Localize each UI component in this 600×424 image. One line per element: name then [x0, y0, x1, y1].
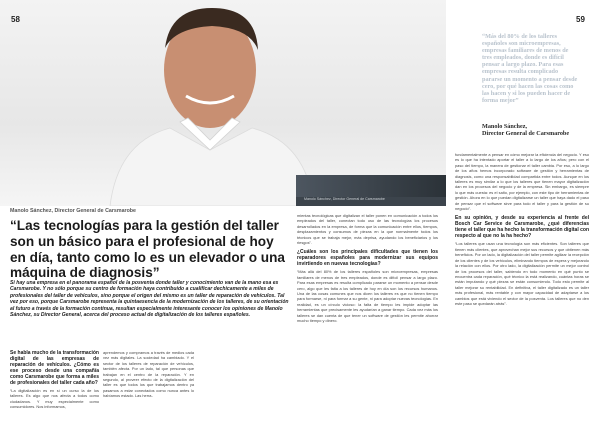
page-number-left: 58	[11, 15, 20, 24]
question-2: ¿Cuáles son los principales dificultades que tienen los reparadores españoles para modernizar sus equipos invirtiendo en nuevas tecnologías?	[297, 249, 438, 268]
inset-image	[296, 175, 446, 197]
headline: “Las tecnologías para la gestión del taller son un básico para el profesional de hoy en día, tanto como lo es un elevador o una máquina de diagnosis”	[10, 218, 285, 281]
signature-name: Manolo Sánchez,	[482, 123, 528, 130]
column-1-text: “La digitalización es en sí un curso la de los talleres. Es algo que nos afecta a todos como ciudadanos. Y muy especialmente como consumidores. Nos informamos,	[10, 388, 99, 410]
lead-paragraph: Si hay una empresa en el panorama español de la posventa donde taller y conocimiento van de la mano esa es Carsmarobe. Y no sólo porque su centro de formación haya contribuido a cualificar dechicamente a miles de profesionales del taller de vehículos, sino porque el origen del mismo es un taller de reparación de vehículos. Tal vez por eso, porque Carsmarobe representa la quintaesencia de la modernización de los talleres, de su orientación al futuro a través de la formación continua, resultan especialmente interesante conocer los opiniones de Manolo Sánchez, su Director General, acerca del proceso actual de digitalización de los talleres españoles.	[10, 280, 289, 319]
column-1	[10, 350, 99, 410]
column-3	[297, 213, 438, 324]
column-2	[103, 350, 194, 399]
right-column-answer: “Los talleres que usan una tecnología son más eficientes. Son talleres que tienen más clientes, que aprovechan mejor sus recursos y que obtienen más beneficios. Por un lado, la digitalización del taller permite agilizar la recepción de los clientes y de los vehículos, eliminando tiempos de espera y mejorando la relación con ellos. Por otro lado, la digitalización permite un mejor control de los procesos del taller, sabiendo en todo momento en qué punto se encuentra cada reparación, qué técnico la está realizando, cuántas horas se están imputando y qué piezas se están consumiendo. Todo esto permite al taller mejorar su rentabilidad. En definitiva, el taller digitalizado es un taller más profesional, más rentable y con mayor capacidad de adaptarse a los cambios que está viviendo el sector de la posventa. Los talleres que no den este paso se quedarán atrás”.	[455, 241, 589, 306]
pull-quote: “Más del 80% de los talleres españoles son microempresas, empresas familiares de menos de tres empleados, donde es difícil pensar a largo plazo. Para esas empresas resulta complicado pararse un momento a pensar desde cero, por qué hacen las cosas como las hacen y si los pueden hacer de forma mejor”	[482, 33, 578, 104]
photo-caption: Manolo Sánchez, Director General de Carsmarobe	[10, 208, 136, 214]
question-3: En su opinión, y desde su experiencia al frente del Bosch Car Service de Carsmarobe, ¿qué diferencias tiene el taller que ha hecho la transformación digital con respecto al que no la ha hecho?	[455, 215, 589, 240]
column-2-text: aprendemos y compramos a través de medios cada vez más digitales. La sociedad ha cambiado. Y el sector de los talleres de reparación de vehículos, también afecta. Por un lado, tal que personas que trabajan en el centro de la reparación. Y en segundo, al proveer efecto de la digitalización del taller es que todos los que trabajamos dentro ya pasamos a estar conectados como nunca antes lo habíamos estado. Las herra-	[103, 350, 194, 399]
column-3-text: mientas tecnológicas que digitalizan el taller ponen en comunicación a todos los empleados del taller, conectan todo uso de las tecnologías los procesos desarrollados en la empresa, de forma que la comunicación entre ellos, tiempos, desplazamientos y consumos de piezas en la que normalmente todos los técnicos que se trabaja mejor, más deprisa, ayudando los beneficiarios y los riesgos”.	[297, 213, 438, 246]
page-number-right: 59	[576, 15, 585, 24]
right-column-text: fundamentalmente a pensar en cómo mejorar la eficiencia del negocio. Y eso es lo que ha intentado aportar el taller a lo largo de los años; pero con el paso del tiempo, la manera de gestionar el taller cambia. Por eso, a lo largo de los años hemos incorporado software de gestión y herramientas de diagnosis, como una responsabilidad compartida entre todos. Aunque en los talleres es muy similar a lo que los talleres que tienen mayor digitalización dan en los procesos del negocio y de la empresa. Sin embargo, es siempre lo que más cuesta: es el salto, por ejemplo, con este tipo de herramientas de gestión. Ahora en lo que puedan digitalizarse un taller que haya dado el paso de pensar que el software sirve para todo el taller y para la gestión de su negocio”.	[455, 152, 589, 212]
column-3-answer: “Más allá del 80% de los talleres españoles son microempresas, empresas familiares de menos de tres empleados, donde es difícil pensar a largo plazo. Para esas empresas es resulta complicado pararse un momento a pensar desde cero, algo que les falta a los talleres de hoy en día son los recursos humanos. Una de las cosas comunes que nos dicen los talleres es que no tienen tiempo para formarse, ni para formar a su gente, ni para adoptar nuevas tecnologías. En realidad, es un círculo vicioso: la falta de tiempo les impide adoptar las herramientas que precisamente les ayudarían a ganar tiempo. Cada vez más los talleres se dan cuenta de que tener un software de gestión les permite ahorrar mucho tiempo y dinero.	[297, 269, 438, 324]
pull-quote-signature	[482, 123, 569, 137]
inset-photo	[296, 175, 446, 206]
right-column	[455, 152, 589, 306]
inset-caption: Manolo Sánchez, Director General de Carsmarobe	[304, 197, 385, 201]
question-1: Se habla mucho de la transformación digital de las empresas de reparación de vehículos. ¿Cómo es ese proceso desde una compañía como Carsmarobe que forma a miles de profesionales del taller cada año?	[10, 350, 99, 386]
signature-title: Director General de Carsmarobe	[482, 130, 570, 137]
